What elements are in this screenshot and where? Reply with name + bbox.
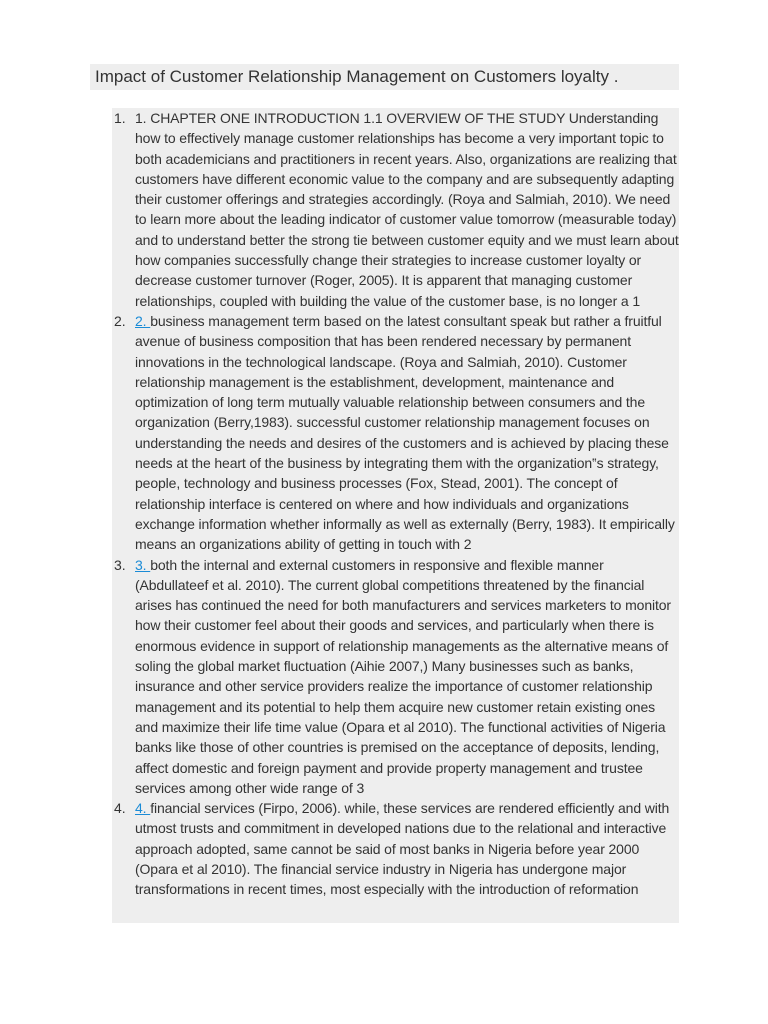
page-item-3 (0, 555, 768, 799)
item-text-block (135, 555, 680, 799)
item-text-block (135, 798, 680, 899)
item-number: 1. (114, 110, 126, 126)
item-text-block (135, 311, 680, 555)
page-item-1 (0, 108, 768, 311)
item-number: 2. (114, 312, 126, 329)
page-list (0, 108, 768, 923)
page-link-2[interactable]: 2. (135, 312, 151, 329)
item-body-text: financial services (Firpo, 2006). while, these services are rendered efficiently and with utmost trusts and commitment in developed nations due to the relational and interactive approach adopted, same cannot be said of most banks in Nigeria before year 2000 (Opara et al 2010). The financial service industry in Nigeria has undergone major transformations in recent times, most especially with the introduction of reformation (135, 800, 670, 898)
item-number: 3. (114, 556, 126, 573)
item-text-block (135, 108, 680, 311)
item-body-text: business management term based on the latest consultant speak but rather a fruitful avenue of business composition that has been rendered necessary by permanent innovations in the technological landscape. (Roya and Salmiah, 2010). Customer relationship management is the establishment, development, maintenance and optimization of long term mutually valuable relationship between consumers and the organization (Berry,1983). successful customer relationship management focuses on understanding the needs and desires of the customers and is achieved by placing these needs at the heart of the business by integrating them with the organization‟s strategy, people, technology and business processes (Fox, Stead, 2001). The concept of relationship interface is centered on where and how individuals and organizations exchange information whether informally as well as externally (Berry, 1983). It empirically means an organizations ability of getting in touch with 2 (135, 312, 675, 553)
item-number: 4. (114, 800, 126, 817)
page-link-3[interactable]: 3. (135, 556, 151, 573)
page-item-4 (0, 798, 768, 899)
item-body-text: 1. CHAPTER ONE INTRODUCTION 1.1 OVERVIEW OF THE STUDY Understanding how to effectively manage customer relationships has become a very important topic to both academicians and practitioners in recent years. Also, organizations are realizing that customers have different economic value to the company and are subsequently adapting their customer offerings and strategies accordingly. (Roya and Salmiah, 2010). We need to learn more about the leading indicator of customer value tomorrow (measurable today) and to understand better the strong tie between customer equity and we must learn about how companies successfully change their strategies to increase customer loyalty or decrease customer turnover (Roger, 2005). It is apparent that managing customer relationships, coupled with building the value of the customer base, is no longer a 1 (135, 110, 679, 309)
item-body-text: both the internal and external customers in responsive and flexible manner (Abdullateef et al. 2010). The current global competitions threatened by the financial arises has continued the need for both manufacturers and services marketers to monitor how their customer feel about their goods and services, and particularly when there is enormous evidence in support of relationship managements as the alternative means of soling the global market fluctuation (Aihie 2007,) Many businesses such as banks, insurance and other service providers realize the importance of customer relationship management and its potential to help them acquire new customer retain existing ones and maximize their life time value (Opara et al 2010). The functional activities of Nigeria banks like those of other countries is premised on the acceptance of deposits, lending, affect domestic and foreign payment and provide property management and trustee services among other wide range of 3 (135, 556, 671, 796)
document-title: Impact of Customer Relationship Management on Customers loyalty . (95, 67, 619, 86)
page-link-4[interactable]: 4. (135, 800, 151, 817)
page-item-2 (0, 311, 768, 555)
document-title-bar (90, 64, 679, 90)
